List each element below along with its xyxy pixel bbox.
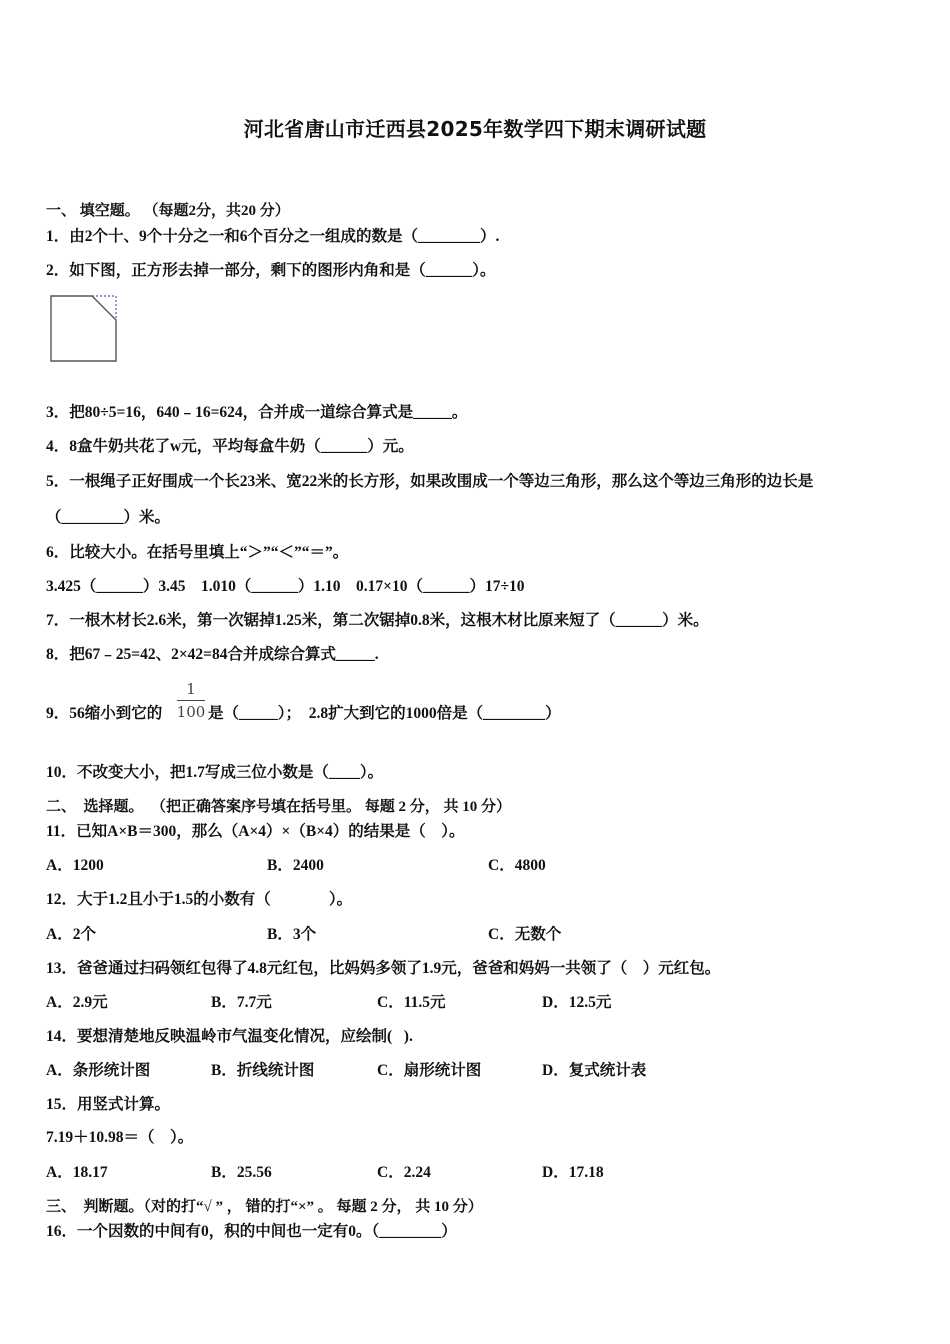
- question-15: 15．用竖式计算。: [46, 1096, 171, 1113]
- q13-option-c: C．11.5元: [377, 994, 446, 1011]
- q13-option-d: D．12.5元: [542, 994, 612, 1011]
- page-title: 河北省唐山市迁西县2025年数学四下期末调研试题: [243, 117, 707, 141]
- q15-option-a: A．18.17: [46, 1164, 108, 1181]
- q13-option-a: A．2.9元: [46, 994, 108, 1011]
- question-4: 4．8盒牛奶共花了w元，平均每盒牛奶（______）元。: [46, 438, 414, 455]
- question-3: 3．把80÷5=16，640﹣16=624，合并成一道综合算式是_____。: [46, 404, 468, 421]
- q14-option-c: C．扇形统计图: [377, 1062, 482, 1079]
- question-13: 13．爸爸通过扫码领红包得了4.8元红包，比妈妈多领了1.9元，爸爸和妈妈一共领了（ ）元红包。: [46, 960, 721, 977]
- question-7: 7．一根木材长2.6米，第一次锯掉1.25米，第二次锯掉0.8米，这根木材比原来短了（______）米。: [46, 612, 709, 629]
- section-3-header: 三、 判断题。（对的打“√ ” ， 错的打“×” 。 每题 2 分， 共 10 分）: [46, 1199, 483, 1215]
- question-14: 14．要想清楚地反映温岭市气温变化情况，应绘制( ).: [46, 1028, 413, 1045]
- question-1: 1．由2个十、9个十分之一和6个百分之一组成的数是（________）.: [46, 228, 500, 245]
- question-2: 2．如下图，正方形去掉一部分，剩下的图形内角和是（______）。: [46, 262, 496, 279]
- fraction-bar: [177, 700, 205, 701]
- q12-option-a: A．2个: [46, 926, 96, 943]
- question-8: 8．把67﹣25=42、2×42=84合并成综合算式_____.: [46, 646, 379, 663]
- q14-option-a: A．条形统计图: [46, 1062, 151, 1079]
- question-6-items: 3.425（______）3.45 1.010（______）1.10 0.17×10（______）17÷10: [46, 578, 525, 595]
- question-9-after: 是（_____）； 2.8扩大到它的1000倍是（________）: [208, 705, 561, 722]
- section-1-header: 一、 填空题。 （每题2分，共20 分）: [46, 203, 290, 219]
- q12-option-c: C．无数个: [488, 926, 562, 943]
- question-6-prompt: 6．比较大小。在括号里填上“＞”“＜”“＝”。: [46, 544, 349, 561]
- question-5-line-2: （________）米。: [46, 509, 171, 526]
- section-2-header: 二、 选择题。 （把正确答案序号填在括号里。 每题 2 分， 共 10 分）: [46, 799, 512, 815]
- q15-option-c: C．2.24: [377, 1164, 431, 1181]
- question-10: 10．不改变大小，把1.7写成三位小数是（____）。: [46, 764, 384, 781]
- fraction-numerator: 1: [186, 680, 196, 698]
- q14-option-d: D．复式统计表: [542, 1062, 647, 1079]
- fraction-denominator: 100: [176, 703, 206, 721]
- question-15-expression: 7.19＋10.98＝（ ）。: [46, 1129, 194, 1146]
- remaining-shape: [51, 296, 116, 361]
- q12-option-b: B．3个: [267, 926, 317, 943]
- q15-option-d: D．17.18: [542, 1164, 604, 1181]
- cut-square-figure: [48, 293, 120, 365]
- q13-option-b: B．7.7元: [211, 994, 272, 1011]
- question-11: 11．已知A×B＝300，那么（A×4）×（B×4）的结果是（ ）。: [46, 823, 465, 840]
- q15-option-b: B．25.56: [211, 1164, 272, 1181]
- question-9-before: 9．56缩小到它的: [46, 705, 163, 722]
- q14-option-b: B．折线统计图: [211, 1062, 315, 1079]
- q11-option-c: C．4800: [488, 857, 546, 874]
- fraction-one-hundredth: [176, 679, 206, 722]
- question-5-line-1: 5．一根绳子正好围成一个长23米、宽22米的长方形，如果改围成一个等边三角形，那么这个等边三角形的边长是: [46, 473, 814, 490]
- q11-option-b: B．2400: [267, 857, 324, 874]
- question-12: 12．大于1.2且小于1.5的小数有（ ）。: [46, 891, 353, 908]
- question-16: 16．一个因数的中间有0，积的中间也一定有0。（________）: [46, 1223, 457, 1240]
- q11-option-a: A．1200: [46, 857, 104, 874]
